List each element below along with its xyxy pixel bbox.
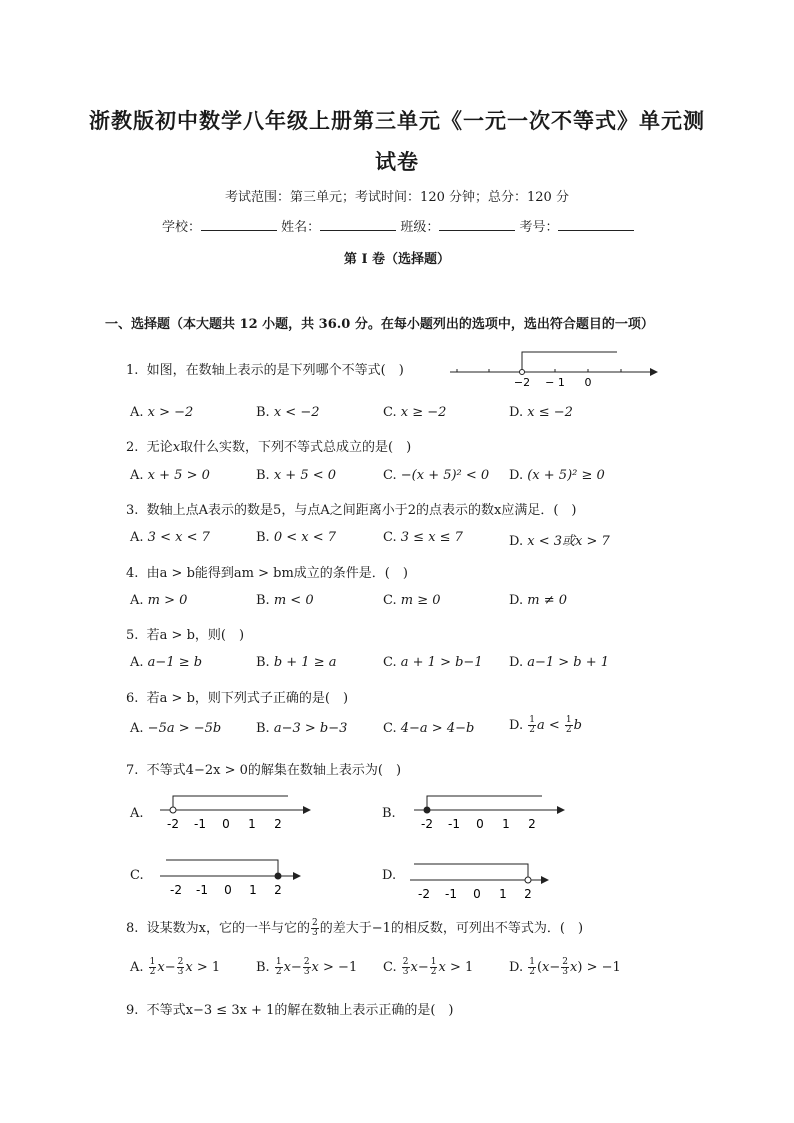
q7a-label-0: 0: [222, 817, 230, 831]
q1-option-c[interactable]: C. x ≥ −2: [383, 405, 447, 420]
q7-option-b-label[interactable]: B.: [382, 806, 396, 821]
q7-option-d-number-line[interactable]: [408, 856, 563, 901]
school-field[interactable]: [201, 218, 277, 231]
section-heading: 一、选择题（本大题共 12 小题，共 36.0 分。在每小题列出的选项中，选出符合题目的一项）: [105, 317, 654, 332]
q1-option-d[interactable]: D. x ≤ −2: [509, 405, 573, 420]
question-2: 2. 无论x取什么实数，下列不等式总成立的是( ): [126, 440, 412, 455]
exam-number-field[interactable]: [558, 218, 634, 231]
q2-option-d[interactable]: D. (x + 5)² ≥ 0: [509, 468, 605, 483]
q2-option-b[interactable]: B. x + 5 < 0: [256, 468, 337, 483]
q7b-label-1: 1: [502, 817, 510, 831]
school-label: 学校：: [162, 220, 202, 235]
question-9: 9. 不等式x−3 ≤ 3x + 1的解在数轴上表示正确的是( ): [126, 1003, 454, 1018]
q7c-label-1: 1: [249, 883, 257, 897]
name-label: 姓名：: [281, 220, 321, 235]
q5-option-c[interactable]: C. a + 1 > b−1: [383, 655, 483, 670]
q7-option-b-number-line[interactable]: [412, 790, 567, 835]
q4-option-b[interactable]: B. m < 0: [256, 593, 314, 608]
q7-option-d-label[interactable]: D.: [382, 868, 397, 883]
q1-axis-label-0: 0: [584, 376, 592, 389]
q7a-label-neg1: -1: [194, 817, 206, 831]
q8-option-c[interactable]: C. $\frac{2}{3}$ x− $\frac{1}{2}$ x > 1: [383, 957, 474, 977]
q7b-label-neg1: -1: [448, 817, 460, 831]
question-5: 5. 若a > b，则( ): [126, 628, 245, 643]
q1-axis-label-neg2: −2: [513, 376, 531, 389]
question-1: 1. 如图，在数轴上表示的是下列哪个不等式( ): [126, 363, 404, 378]
q7b-label-neg2: -2: [421, 817, 433, 831]
question-6: 6. 若a > b，则下列式子正确的是( ): [126, 691, 349, 706]
q8-option-a[interactable]: A. $\frac{1}{2}$ x− $\frac{2}{3}$ x > 1: [130, 957, 221, 977]
q4-option-c[interactable]: C. m ≥ 0: [383, 593, 441, 608]
q7-option-c-label[interactable]: C.: [130, 868, 144, 883]
q7a-label-neg2: -2: [167, 817, 179, 831]
q3-option-a[interactable]: A. 3 < x < 7: [130, 530, 210, 545]
class-label: 班级：: [400, 220, 440, 235]
q7d-label-1: 1: [499, 887, 507, 901]
q7b-label-0: 0: [476, 817, 484, 831]
q7d-label-0: 0: [473, 887, 481, 901]
q7d-label-neg1: -1: [445, 887, 457, 901]
q7a-label-1: 1: [248, 817, 256, 831]
q5-option-d[interactable]: D. a−1 > b + 1: [509, 655, 610, 670]
q6-option-c[interactable]: C. 4−a > 4−b: [383, 721, 475, 736]
q7c-label-2: 2: [274, 883, 282, 897]
exam-number-label: 考号：: [519, 220, 559, 235]
question-8: 8. 设某数为x，它的一半与它的 $\frac{2}{3}$ 的差大于−1的相反数，可列出不等式为．( ): [126, 918, 584, 938]
question-7: 7. 不等式4−2x > 0的解集在数轴上表示为( ): [126, 763, 402, 778]
question-3: 3. 数轴上点A表示的数是5，与点A之间距离小于2的点表示的数x应满足．( ): [126, 503, 577, 518]
name-field[interactable]: [320, 218, 396, 231]
q7-option-c-number-line[interactable]: [158, 852, 313, 897]
volume-heading: 第 I 卷（选择题）: [343, 252, 451, 267]
document-title-line1: 浙教版初中数学八年级上册第三单元《一元一次不等式》单元测: [89, 108, 705, 133]
q1-number-line: [445, 345, 660, 390]
q7a-label-2: 2: [274, 817, 282, 831]
exam-info: 考试范围：第三单元；考试时间：120 分钟；总分：120 分: [225, 190, 569, 205]
q1-option-b[interactable]: B. x < −2: [256, 405, 320, 420]
q7d-label-2: 2: [524, 887, 532, 901]
q7c-label-neg2: -2: [170, 883, 182, 897]
student-info-fields: [162, 216, 634, 235]
q5-option-b[interactable]: B. b + 1 ≥ a: [256, 655, 337, 670]
q7c-label-neg1: -1: [196, 883, 208, 897]
q1-option-a[interactable]: A. x > −2: [130, 405, 194, 420]
q1-axis-label-neg1: − 1: [545, 376, 565, 389]
q5-option-a[interactable]: A. a−1 ≥ b: [130, 655, 203, 670]
class-field[interactable]: [439, 218, 515, 231]
document-title-line2: 试卷: [375, 149, 419, 174]
q8-option-d[interactable]: D. $\frac{1}{2}$ (x− $\frac{2}{3}$ x) > −1: [509, 957, 621, 977]
q7-option-a-label[interactable]: A.: [130, 806, 144, 821]
q3-option-b[interactable]: B. 0 < x < 7: [256, 530, 337, 545]
q7d-label-neg2: -2: [418, 887, 430, 901]
q2-option-c[interactable]: C. −(x + 5)² < 0: [383, 468, 490, 483]
question-4: 4. 由a > b能得到am > bm成立的条件是．( ): [126, 566, 408, 581]
q7b-label-2: 2: [528, 817, 536, 831]
q7c-label-0: 0: [224, 883, 232, 897]
q8-option-b[interactable]: B. $\frac{1}{2}$ x− $\frac{2}{3}$ x > −1: [256, 957, 358, 977]
q6-option-a[interactable]: A. −5a > −5b: [130, 721, 222, 736]
q6-option-d[interactable]: D. $\frac{1}{2}$ a < $\frac{1}{2}$ b: [509, 715, 582, 735]
q7-option-a-number-line[interactable]: [158, 790, 313, 835]
q3-option-c[interactable]: C. 3 ≤ x ≤ 7: [383, 530, 463, 545]
q2-option-a[interactable]: A. x + 5 > 0: [130, 468, 210, 483]
q4-option-d[interactable]: D. m ≠ 0: [509, 593, 567, 608]
q3-option-d[interactable]: D. x < 3或x > 7: [509, 534, 610, 549]
q6-option-b[interactable]: B. a−3 > b−3: [256, 721, 348, 736]
q4-option-a[interactable]: A. m > 0: [130, 593, 188, 608]
